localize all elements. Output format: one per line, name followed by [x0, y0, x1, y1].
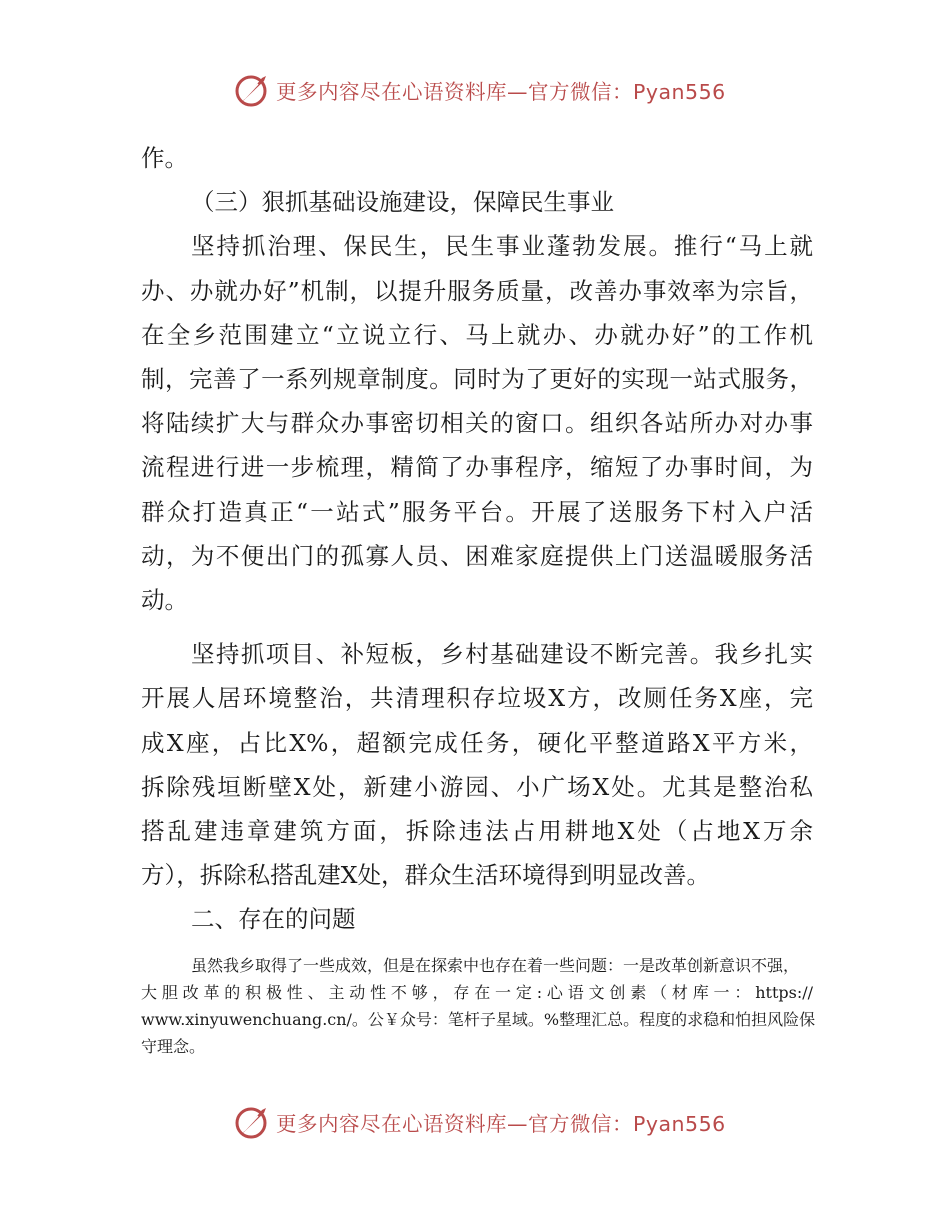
paragraph-line: 守理念。: [141, 1037, 206, 1056]
feather-pen-logo-icon: [232, 70, 272, 110]
footer-banner-text: 更多内容尽在心语资料库—官方微信：Pyan556: [276, 1112, 726, 1136]
paragraph-line: 虽然我乡取得了一些成效，但是在探索中也存在着一些问题：一是改革创新意识不强，: [191, 956, 800, 975]
text-line: 作。: [141, 144, 188, 172]
paragraph-line: www.xinyuwenchuang.cn/。公￥众号：笔杆子星域。%整理汇总。程度的求稳和怕担风险保: [141, 1010, 816, 1029]
paragraph-line: 坚持抓项目、补短板，乡村基础建设不断完善。我乡扎实: [191, 640, 813, 669]
paragraph-line: 群众打造真正“一站式”服务平台。开展了送服务下村入户活: [141, 497, 813, 526]
paragraph-line: 动，为不便出门的孤寡人员、困难家庭提供上门送温暖服务活: [141, 541, 813, 570]
paragraph-line: 成X座，占比X%，超额完成任务，硬化平整道路X平方米，: [141, 728, 813, 757]
header-banner-text: 更多内容尽在心语资料库—官方微信：Pyan556: [276, 80, 726, 104]
feather-pen-logo-icon: [232, 1102, 272, 1142]
footer-banner: [232, 1102, 752, 1142]
paragraph-line: 坚持抓治理、保民生，民生事业蓬勃发展。推行“马上就: [191, 232, 813, 261]
document-body: [141, 136, 813, 942]
paragraph-line: 搭乱建违章建筑方面，拆除违法占用耕地X处（占地X万余: [141, 817, 813, 846]
paragraph-infrastructure: [141, 632, 813, 897]
section-heading: 二、存在的问题: [191, 905, 356, 934]
paragraph-line: 在全乡范围建立“立说立行、马上就办、办就办好”的工作机: [141, 320, 813, 349]
paragraph-line: 大胆改革的积极性、主动性不够，存在一定:心语文创素（材库一：https://: [141, 983, 813, 1002]
paragraph-line: 办、办就办好”机制，以提升服务质量，改善办事效率为宗旨，: [141, 276, 813, 305]
paragraph-line: 制，完善了一系列规章制度。同时为了更好的实现一站式服务，: [141, 365, 813, 394]
paragraph-line: 流程进行进一步梳理，精简了办事程序，缩短了办事时间，为: [141, 453, 813, 482]
paragraph-line: 拆除残垣断壁X处，新建小游园、小广场X处。尤其是整治私: [141, 772, 813, 801]
paragraph-line: 动。: [141, 586, 188, 615]
header-banner: [232, 70, 752, 110]
paragraph-livelihood: [141, 224, 813, 622]
paragraph-line: 将陆续扩大与群众办事密切相关的窗口。组织各站所办对办事: [141, 409, 813, 438]
section-heading: （三）狠抓基础设施建设，保障民生事业: [191, 188, 614, 217]
paragraph-line: 开展人居环境整治，共清理积存垃圾X方，改厕任务X座，完: [141, 684, 813, 713]
problems-paragraph: [141, 952, 816, 1060]
paragraph-line: 方），拆除私搭乱建X处，群众生活环境得到明显改善。: [141, 861, 710, 890]
